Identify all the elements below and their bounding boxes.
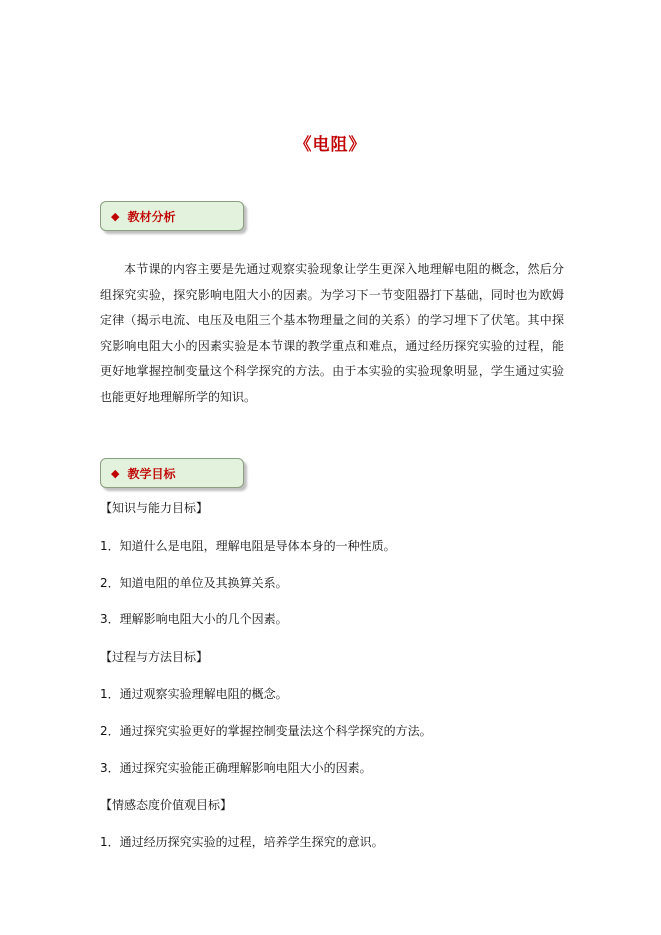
- diamond-bullet-icon: ◆: [111, 466, 120, 480]
- document-title: 《电阻》: [294, 135, 367, 155]
- objective-group-heading-attitude: 【情感态度价值观目标】: [100, 798, 233, 812]
- section-label-text: 教材分析: [127, 209, 176, 224]
- objective-item: 2．知道电阻的单位及其换算关系。: [100, 576, 288, 590]
- section-label-material-analysis: [100, 201, 244, 231]
- objective-item: 3．理解影响电阻大小的几个因素。: [100, 612, 288, 626]
- objective-item: 3．通过探究实验能正确理解影响电阻大小的因素。: [100, 761, 372, 775]
- objective-group-heading-process: 【过程与方法目标】: [100, 650, 209, 664]
- material-analysis-paragraph: 本节课的内容主要是先通过观察实验现象让学生更深入地理解电阻的概念，然后分组探究实验，探究影响电阻大小的因素。为学习下一节变阻器打下基础，同时也为欧姆定律（揭示电流、电压及电阻三个基本物理量之间的关系）的学习埋下了伏笔。其中探究影响电阻大小的因素实验是本节课的教学重点和难点，通过经历探究实验的过程，能更好地掌握控制变量这个科学探究的方法。由于本实验的实验现象明显，学生通过实验也能更好地理解所学的知识。: [100, 262, 564, 404]
- diamond-bullet-icon: ◆: [111, 209, 120, 223]
- objective-item: 1．通过经历探究实验的过程，培养学生探究的意识。: [100, 835, 384, 849]
- section-label-text: 教学目标: [127, 466, 176, 481]
- objective-item: 1．知道什么是电阻，理解电阻是导体本身的一种性质。: [100, 539, 396, 553]
- objective-item: 1．通过观察实验理解电阻的概念。: [100, 687, 288, 701]
- objective-group-heading-knowledge: 【知识与能力目标】: [100, 501, 209, 515]
- objective-item: 2．通过探究实验更好的掌握控制变量法这个科学探究的方法。: [100, 724, 432, 738]
- section-label-teaching-objectives: [100, 458, 244, 488]
